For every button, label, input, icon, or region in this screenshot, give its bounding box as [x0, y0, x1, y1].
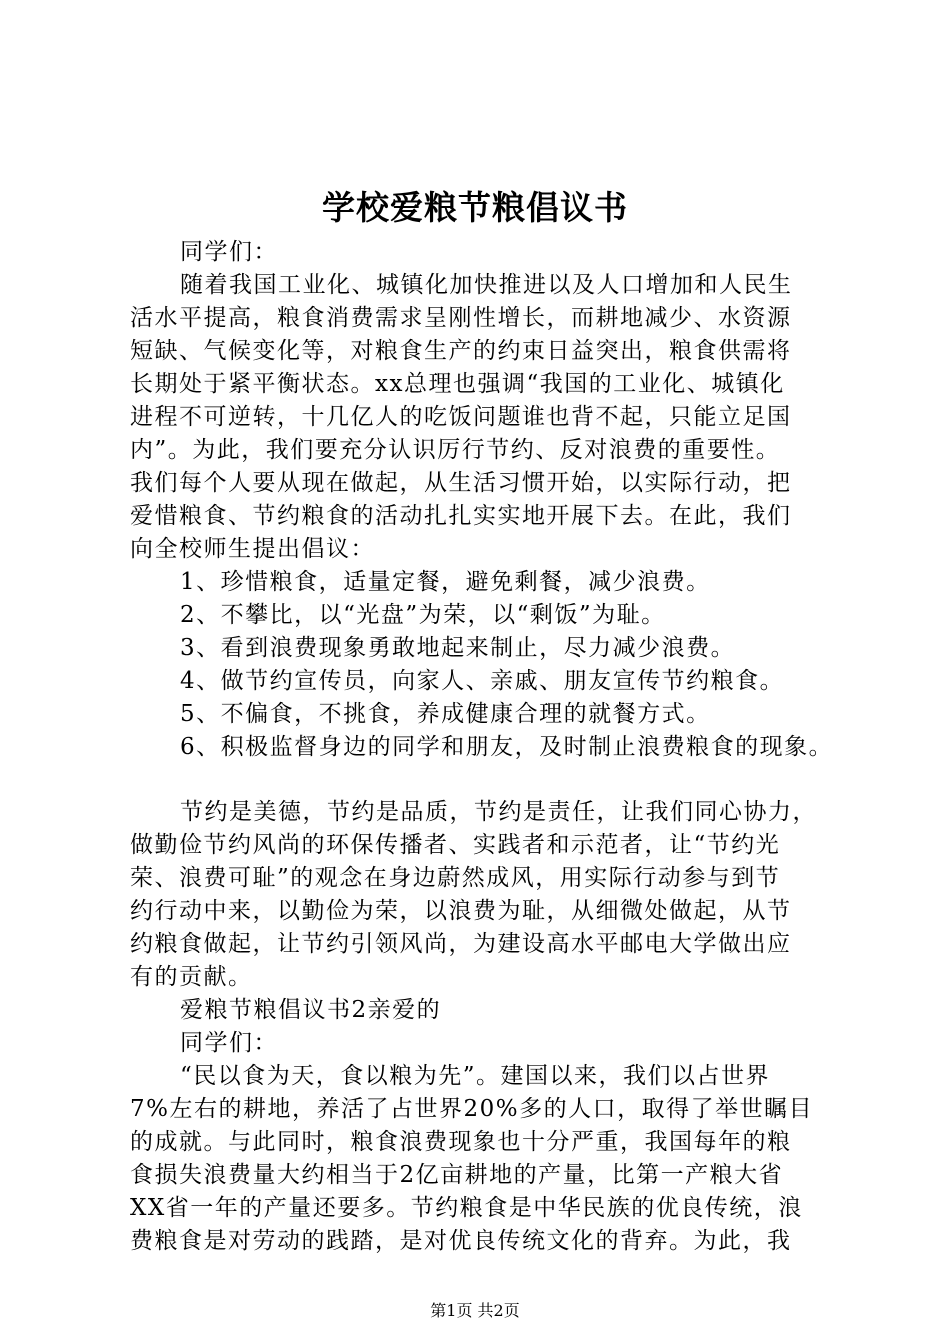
- body-line: 向全校师生提出倡议：: [130, 536, 375, 562]
- body-line: 内”。为此，我们要充分认识厉行节约、反对浪费的重要性。: [130, 437, 781, 463]
- list-item: 1、珍惜粮食，适量定餐，避免剩餐，减少浪费。: [180, 569, 711, 595]
- body-line: 随着我国工业化、城镇化加快推进以及人口增加和人民生: [180, 272, 793, 298]
- body-line: 的成就。与此同时，粮食浪费现象也十分严重，我国每年的粮: [130, 1129, 792, 1155]
- body-line: 费粮食是对劳动的践踏，是对优良传统文化的背弃。为此，我: [130, 1228, 792, 1254]
- list-item: 4、做节约宣传员，向家人、亲戚、朋友宣传节约粮食。: [180, 668, 785, 694]
- body-line: 有的贡献。: [130, 964, 253, 990]
- body-line: 约行动中来，以勤俭为荣，以浪费为耻，从细微处做起，从节: [130, 898, 792, 924]
- body-line: 约粮食做起，让节约引领风尚，为建设高水平邮电大学做出应: [130, 931, 792, 957]
- list-item: 6、积极监督身边的同学和朋友，及时制止浪费粮食的现象。: [180, 734, 834, 760]
- section-heading: 爱粮节粮倡议书2亲爱的: [180, 997, 442, 1023]
- body-line: 7%左右的耕地，养活了占世界20%多的人口，取得了举世瞩目: [130, 1096, 814, 1122]
- body-line: 荣、浪费可耻”的观念在身边蔚然成风，用实际行动参与到节: [130, 865, 781, 891]
- body-line: 节约是美德，节约是品质，节约是责任，让我们同心协力，: [180, 799, 817, 825]
- body-line: 短缺、气候变化等，对粮食生产的约束日益突出，粮食供需将: [130, 338, 792, 364]
- body-line: 长期处于紧平衡状态。xx总理也强调“我国的工业化、城镇化: [130, 371, 785, 397]
- body-line: XX省一年的产量还要多。节约粮食是中华民族的优良传统，浪: [130, 1195, 803, 1221]
- body-line: 进程不可逆转，十几亿人的吃饭问题谁也背不起，只能立足国: [130, 404, 792, 430]
- list-item: 5、不偏食，不挑食，养成健康合理的就餐方式。: [180, 701, 711, 727]
- body-line: 做勤俭节约风尚的环保传播者、实践者和示范者，让“节约光: [130, 832, 781, 858]
- body-line: 爱惜粮食、节约粮食的活动扎扎实实地开展下去。在此，我们: [130, 503, 792, 529]
- body-line: “民以食为天，食以粮为先”。建国以来，我们以占世界: [180, 1063, 771, 1089]
- document-title: 学校爱粮节粮倡议书: [322, 188, 628, 227]
- body-line: 食损失浪费量大约相当于2亿亩耕地的产量，比第一产粮大省: [130, 1162, 784, 1188]
- salutation: 同学们：: [180, 239, 278, 265]
- list-item: 3、看到浪费现象勇敢地起来制止，尽力减少浪费。: [180, 635, 736, 661]
- page-footer: 第1页 共2页: [430, 1301, 520, 1320]
- body-line: 我们每个人要从现在做起，从生活习惯开始，以实际行动，把: [130, 470, 792, 496]
- list-item: 2、不攀比，以“光盘”为荣，以“剩饭”为耻。: [180, 602, 666, 628]
- salutation: 同学们：: [180, 1030, 278, 1056]
- body-line: 活水平提高，粮食消费需求呈刚性增长，而耕地减少、水资源: [130, 305, 792, 331]
